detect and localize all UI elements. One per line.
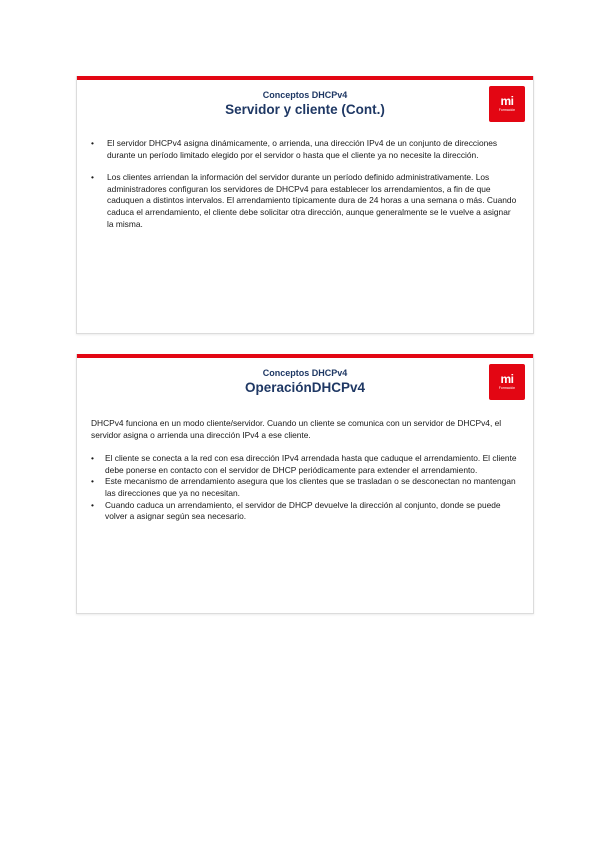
logo-mark: mi [500,94,514,108]
bullet-list [91,138,519,230]
mi-formacion-logo [489,86,525,122]
slide-subtitle: Conceptos DHCPv4 [262,368,348,378]
logo-mark: mi [500,372,514,386]
slide-title: OperaciónDHCPv4 [244,380,366,395]
bullet-item: • Los clientes arriendan la información del servidor durante un período definido administrativamente. Los administradores configuran los servidores de DHCPv4 para establecer los arrendamientos, a fin de que caduquen a distintos intervalos. El arrendamiento típicamente dura de 24 horas a una semana o más. Cuando caduca el arrendamiento, el cliente debe solicitar otra dirección, aunque generalmente se le vuelve a asignar la misma. [91,172,519,230]
intro-paragraph: DHCPv4 funciona en un modo cliente/servidor. Cuando un cliente se comunica con un servidor de DHCPv4, el servidor asigna o arrienda una dirección IPv4 a ese cliente. [91,418,502,440]
logo-text: Formación [498,108,516,112]
slide-operacion-dhcpv4 [76,354,534,614]
slide-top-bar [77,76,533,80]
slide-top-bar [77,354,533,358]
logo-text: Formación [498,386,516,390]
bullet-item: • El cliente se conecta a la red con esa dirección IPv4 arrendada hasta que caduque el arrendamiento. El cliente debe ponerse en contacto con el servidor de DHCP periódicamente para extender el arrendamiento. [91,453,519,476]
bullet-item: • Cuando caduca un arrendamiento, el servidor de DHCP devuelve la dirección al conjunto, donde se puede volver a asignar según sea necesario. [91,500,519,523]
slide-subtitle: Conceptos DHCPv4 [262,90,348,100]
slide-content [91,138,519,230]
slide-servidor-cliente [76,76,534,334]
slide-title: Servidor y cliente (Cont.) [225,102,385,117]
bullet-item: • El servidor DHCPv4 asigna dinámicamente, o arrienda, una dirección IPv4 de un conjunto de direcciones durante un período limitado elegido por el servidor o hasta que el cliente ya no necesite la dirección. [91,138,519,161]
slide-content [91,418,519,523]
mi-formacion-logo [489,364,525,400]
bullet-item: • Este mecanismo de arrendamiento asegura que los clientes que se trasladan o se desconectan no mantengan las direcciones que ya no necesitan. [91,476,519,499]
bullet-list [91,453,519,523]
